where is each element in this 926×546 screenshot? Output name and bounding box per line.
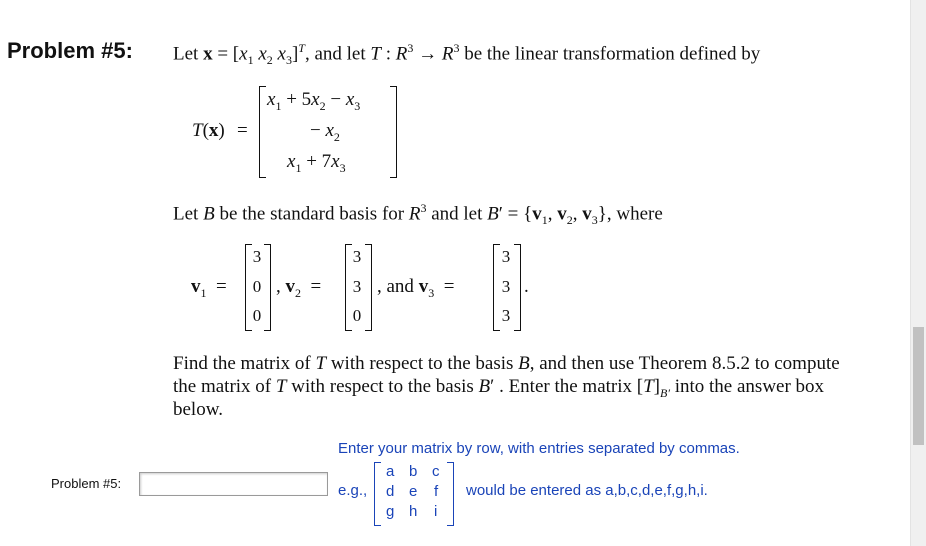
v1-right-bracket (264, 244, 271, 331)
v2-entry: 3 (352, 247, 362, 266)
tx-row-3: $x_1 + 7x_3$ (287, 151, 346, 175)
tx-equals: = (237, 120, 248, 141)
eg-entry: a (386, 463, 395, 480)
v2-label: , $v_2$ = (276, 276, 322, 300)
v3-entry: 3 (501, 306, 511, 325)
v3-label: , and $v_3$ = (377, 276, 455, 300)
v2-entry: 0 (352, 306, 362, 325)
tx-row-2: − $x_2$ (310, 120, 340, 144)
tx-label: T(x) (192, 120, 225, 141)
problem-intro: Let $x = [x_1$ $x_2$ $x_3]^T$, and let T : $R^3 \to R^3$ be the linear transformation defined by (173, 41, 761, 68)
eg-entry: f (434, 483, 439, 500)
eg-prefix: e.g., (338, 482, 368, 499)
eg-entry: e (409, 483, 418, 500)
v3-entry: 3 (501, 277, 511, 296)
tx-left-bracket (259, 86, 266, 178)
v1-entry: 3 (252, 247, 262, 266)
v3-period: . (524, 276, 529, 297)
eg-entry: c (432, 463, 440, 480)
v3-right-bracket (514, 244, 521, 331)
basis-text: Let B be the standard basis for $R^3$ and let $B' = \{v_1$, $v_2$, $v_3$}, where (173, 201, 663, 228)
tx-row-1: $x_1 + 5x_2 - x_3$ (267, 89, 361, 113)
v1-entry: 0 (252, 306, 262, 325)
eg-right-bracket (447, 462, 454, 526)
eg-left-bracket (374, 462, 381, 526)
tx-right-bracket (390, 86, 397, 178)
eg-entry: g (386, 503, 395, 520)
scrollbar-thumb[interactable] (913, 327, 924, 445)
v3-entry: 3 (501, 247, 511, 266)
v2-entry: 3 (352, 277, 362, 296)
v2-right-bracket (365, 244, 372, 331)
find-line-2: the matrix of T with respect to the basis B′ . Enter the matrix $[T]_{B'}$ into the answer box (173, 376, 825, 400)
problem-heading: Problem #5: (7, 38, 133, 63)
answer-input[interactable] (139, 472, 328, 496)
vertical-scrollbar[interactable] (910, 0, 926, 546)
eg-entry: d (386, 483, 395, 500)
eg-entry: b (409, 463, 418, 480)
answer-hint: Enter your matrix by row, with entries separated by commas. (338, 440, 740, 457)
answer-label: Problem #5: (51, 476, 122, 491)
find-line-1: Find the matrix of T with respect to the basis B, and then use Theorem 8.5.2 to compute (173, 353, 840, 374)
v1-label: $v_1$ = (191, 276, 227, 300)
eg-entry: i (434, 503, 438, 520)
eg-entry: h (409, 503, 418, 520)
eg-text: would be entered as a,b,c,d,e,f,g,h,i. (466, 482, 708, 499)
find-line-3: below. (173, 399, 223, 420)
v1-entry: 0 (252, 277, 262, 296)
